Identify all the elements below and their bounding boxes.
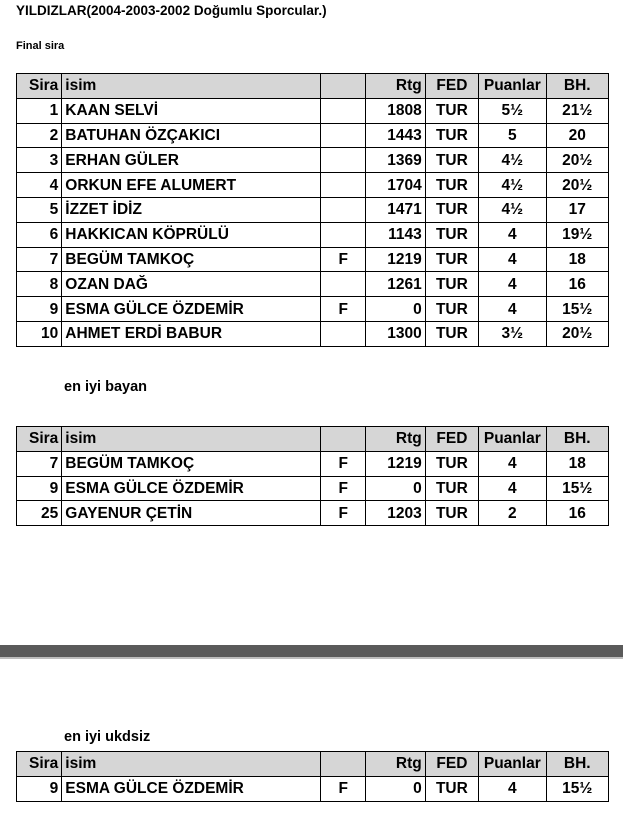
- cell-buchholz: 16: [546, 501, 608, 526]
- cell-rating: 1219: [366, 247, 425, 272]
- table-row: [17, 148, 609, 173]
- cell-federation: TUR: [425, 297, 478, 322]
- cell-flag: [321, 98, 366, 123]
- cell-federation: TUR: [425, 451, 478, 476]
- cell-rank: 3: [17, 148, 62, 173]
- header-buchholz: BH.: [546, 74, 608, 99]
- cell-flag: [321, 197, 366, 222]
- cell-name: BEGÜM TAMKOÇ: [62, 451, 321, 476]
- cell-buchholz: 20½: [546, 321, 608, 346]
- header-points: Puanlar: [479, 74, 546, 99]
- cell-points: 2: [479, 501, 546, 526]
- cell-buchholz: 15½: [546, 776, 608, 801]
- header-flag: [321, 752, 366, 777]
- cell-rating: 1369: [366, 148, 425, 173]
- cell-points: 4: [479, 222, 546, 247]
- cell-buchholz: 20½: [546, 173, 608, 198]
- women-section-label: en iyi bayan: [64, 379, 148, 395]
- cell-rating: 1219: [366, 451, 425, 476]
- best-unrated-table: [16, 751, 609, 802]
- table-row: [17, 247, 609, 272]
- header-rank: Sira: [17, 74, 62, 99]
- cell-name: KAAN SELVİ: [62, 98, 321, 123]
- page-break-divider: [0, 645, 623, 657]
- header-flag: [321, 74, 366, 99]
- cell-flag: [321, 272, 366, 297]
- cell-buchholz: 18: [546, 247, 608, 272]
- cell-federation: TUR: [425, 321, 478, 346]
- cell-rank: 2: [17, 123, 62, 148]
- cell-rating: 1443: [366, 123, 425, 148]
- final-standings-table: [16, 73, 609, 347]
- cell-federation: TUR: [425, 148, 478, 173]
- unrated-section-label: en iyi ukdsiz: [64, 729, 151, 745]
- cell-name: BEGÜM TAMKOÇ: [62, 247, 321, 272]
- header-federation: FED: [425, 752, 478, 777]
- cell-points: 4: [479, 297, 546, 322]
- cell-rank: 7: [17, 247, 62, 272]
- cell-rating: 1203: [366, 501, 425, 526]
- cell-buchholz: 15½: [546, 297, 608, 322]
- cell-rank: 9: [17, 776, 62, 801]
- table-row: [17, 451, 609, 476]
- cell-points: 4: [479, 451, 546, 476]
- page-subtitle: Final sira: [16, 40, 65, 52]
- header-name: isim: [62, 427, 321, 452]
- cell-federation: TUR: [425, 173, 478, 198]
- cell-flag: F: [321, 476, 366, 501]
- cell-buchholz: 16: [546, 272, 608, 297]
- cell-flag: F: [321, 247, 366, 272]
- table-row: [17, 222, 609, 247]
- cell-rank: 1: [17, 98, 62, 123]
- cell-points: 3½: [479, 321, 546, 346]
- cell-buchholz: 21½: [546, 98, 608, 123]
- header-points: Puanlar: [479, 752, 546, 777]
- cell-buchholz: 19½: [546, 222, 608, 247]
- cell-buchholz: 17: [546, 197, 608, 222]
- cell-federation: TUR: [425, 476, 478, 501]
- cell-flag: [321, 173, 366, 198]
- cell-points: 4: [479, 272, 546, 297]
- table-row: [17, 321, 609, 346]
- cell-points: 4½: [479, 197, 546, 222]
- cell-points: 4½: [479, 173, 546, 198]
- table-row: [17, 197, 609, 222]
- cell-name: GAYENUR ÇETİN: [62, 501, 321, 526]
- cell-flag: F: [321, 451, 366, 476]
- cell-rating: 1143: [366, 222, 425, 247]
- cell-flag: F: [321, 297, 366, 322]
- header-name: isim: [62, 752, 321, 777]
- cell-federation: TUR: [425, 222, 478, 247]
- cell-rank: 6: [17, 222, 62, 247]
- cell-federation: TUR: [425, 501, 478, 526]
- cell-flag: [321, 148, 366, 173]
- cell-rating: 1261: [366, 272, 425, 297]
- header-rank: Sira: [17, 427, 62, 452]
- cell-points: 4: [479, 776, 546, 801]
- cell-rating: 1704: [366, 173, 425, 198]
- cell-rank: 7: [17, 451, 62, 476]
- cell-rank: 4: [17, 173, 62, 198]
- cell-rank: 10: [17, 321, 62, 346]
- table-row: [17, 173, 609, 198]
- cell-flag: [321, 222, 366, 247]
- cell-name: ESMA GÜLCE ÖZDEMİR: [62, 776, 321, 801]
- table-row: [17, 98, 609, 123]
- cell-name: ORKUN EFE ALUMERT: [62, 173, 321, 198]
- table-header-row: [17, 427, 609, 452]
- cell-rating: 1471: [366, 197, 425, 222]
- cell-name: BATUHAN ÖZÇAKICI: [62, 123, 321, 148]
- table-row: [17, 476, 609, 501]
- cell-points: 4: [479, 476, 546, 501]
- table-row: [17, 123, 609, 148]
- table-row: [17, 776, 609, 801]
- table-header-row: [17, 752, 609, 777]
- header-name: isim: [62, 74, 321, 99]
- cell-buchholz: 20½: [546, 148, 608, 173]
- cell-buchholz: 20: [546, 123, 608, 148]
- cell-federation: TUR: [425, 247, 478, 272]
- cell-federation: TUR: [425, 98, 478, 123]
- cell-name: ESMA GÜLCE ÖZDEMİR: [62, 476, 321, 501]
- cell-buchholz: 15½: [546, 476, 608, 501]
- cell-points: 5½: [479, 98, 546, 123]
- cell-rank: 8: [17, 272, 62, 297]
- cell-rating: 0: [366, 776, 425, 801]
- cell-federation: TUR: [425, 197, 478, 222]
- cell-rank: 25: [17, 501, 62, 526]
- table-header-row: [17, 74, 609, 99]
- cell-rating: 1300: [366, 321, 425, 346]
- cell-rating: 0: [366, 297, 425, 322]
- header-rating: Rtg: [366, 752, 425, 777]
- header-rating: Rtg: [366, 74, 425, 99]
- header-rating: Rtg: [366, 427, 425, 452]
- cell-name: HAKKICAN KÖPRÜLÜ: [62, 222, 321, 247]
- header-flag: [321, 427, 366, 452]
- cell-name: ERHAN GÜLER: [62, 148, 321, 173]
- cell-flag: F: [321, 776, 366, 801]
- cell-rank: 9: [17, 476, 62, 501]
- cell-federation: TUR: [425, 776, 478, 801]
- header-federation: FED: [425, 427, 478, 452]
- page-break-divider-shadow: [0, 657, 623, 659]
- cell-points: 4½: [479, 148, 546, 173]
- table-row: [17, 501, 609, 526]
- cell-name: İZZET İDİZ: [62, 197, 321, 222]
- table-row: [17, 297, 609, 322]
- cell-points: 4: [479, 247, 546, 272]
- cell-name: OZAN DAĞ: [62, 272, 321, 297]
- cell-federation: TUR: [425, 123, 478, 148]
- cell-federation: TUR: [425, 272, 478, 297]
- cell-points: 5: [479, 123, 546, 148]
- cell-buchholz: 18: [546, 451, 608, 476]
- cell-rank: 5: [17, 197, 62, 222]
- header-buchholz: BH.: [546, 427, 608, 452]
- cell-name: ESMA GÜLCE ÖZDEMİR: [62, 297, 321, 322]
- cell-flag: [321, 123, 366, 148]
- header-federation: FED: [425, 74, 478, 99]
- best-women-table: [16, 426, 609, 526]
- page-title: YILDIZLAR(2004-2003-2002 Doğumlu Sporcular.): [16, 3, 327, 18]
- cell-rating: 1808: [366, 98, 425, 123]
- cell-rank: 9: [17, 297, 62, 322]
- header-rank: Sira: [17, 752, 62, 777]
- table-row: [17, 272, 609, 297]
- cell-flag: F: [321, 501, 366, 526]
- cell-rating: 0: [366, 476, 425, 501]
- cell-name: AHMET ERDİ BABUR: [62, 321, 321, 346]
- cell-flag: [321, 321, 366, 346]
- header-points: Puanlar: [479, 427, 546, 452]
- header-buchholz: BH.: [546, 752, 608, 777]
